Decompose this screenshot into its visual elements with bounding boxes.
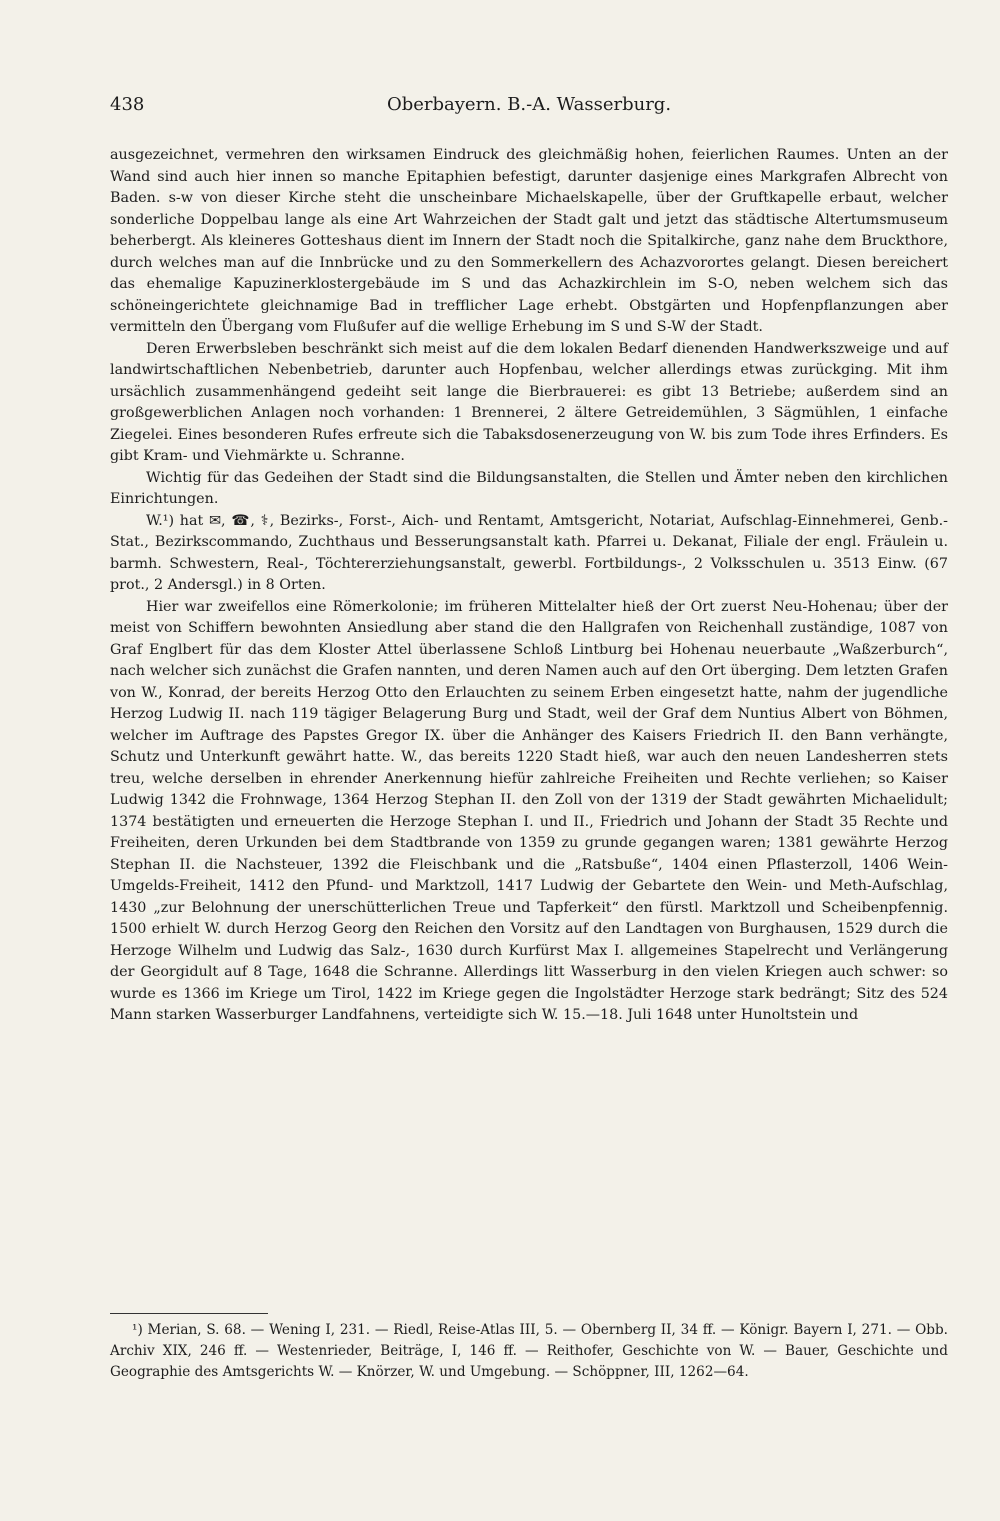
page-header [110,94,948,124]
running-title: Oberbayern. B.-A. Wasserburg. [386,94,672,115]
paragraph: Wichtig für das Gedeihen der Stadt sind die Bildungsanstalten, die Stellen und Ämter neben den kirchlichen Einrichtungen. [110,469,948,507]
footnotes [110,1320,948,1383]
paragraph: Hier war zweifellos eine Römerkolonie; im früheren Mittelalter hieß der Ort zuerst Neu-Hohenau; über der meist von Schiffern bewohnten Ansiedlung aber stand die den Hallgrafen von Reichenhall zuständige, 1087 von Graf Englbert für das dem Kloster Attel überlassene Schloß Lintburg bei Hohenau neuerbaute „Waßzerburch“, nach welcher sich zunächst die Grafen nannten, und deren Namen auch auf den Ort überging. Dem letzten Grafen von W., Konrad, der bereits Herzog Otto den Erlauchten zu seinem Erben eingesetzt hatte, nahm der jugendliche Herzog Ludwig II. nach 119 tägiger Belagerung Burg und Stadt, weil der Graf dem Nuntius Albert von Böhmen, welcher im Auftrage des Papstes Gregor IX. über die Anhänger des Kaisers Friedrich II. den Bann verhängte, Schutz und Unterkunft gewährt hatte. W., das bereits 1220 Stadt hieß, war auch den neuen Landesherren stets treu, welche derselben in ehrender Anerkennung hiefür zahlreiche Freiheiten und Rechte verliehen; so Kaiser Ludwig 1342 die Frohnwage, 1364 Herzog Stephan II. den Zoll von der 1319 der Stadt gewährten Michaelidult; 1374 bestätigten und erneuerten die Herzoge Stephan I. und II., Friedrich und Johann der Stadt 35 Rechte und Freiheiten, deren Urkunden bei dem Stadtbrande von 1359 zu grunde gegangen waren; 1381 gewährte Herzog Stephan II. die Nachsteuer, 1392 die Fleischbank und die „Ratsbuße“, 1404 einen Pflasterzoll, 1406 Wein-Umgelds-Freiheit, 1412 den Pfund- und Marktzoll, 1417 Ludwig der Gebartete den Wein- und Meth-Aufschlag, 1430 „zur Belohnung der unerschütterlichen Treue und Tapferkeit“ den fürstl. Marktzoll und Scheibenpfennig. 1500 erhielt W. durch Herzog Georg den Reichen den Vorsitz auf den Landtagen von Burghausen, 1529 durch die Herzoge Wilhelm und Ludwig das Salz-, 1630 durch Kurfürst Max I. allgemeines Stapelrecht und Verlängerung der Georgidult auf 8 Tage, 1648 die Schranne. Allerdings litt Wasserburg in den vielen Kriegen auch schwer: so wurde es 1366 im Kriege um Tirol, 1422 im Kriege gegen die Ingolstädter Herzoge stark bedrängt; Sitz des 524 Mann starken Wasserburger Landfahnens, verteidigte sich W. 15.—18. Juli 1648 unter Hunoltstein und [110,598,948,1023]
page-number: 438 [110,94,145,115]
body-text [110,145,948,1027]
paragraph: ausgezeichnet, vermehren den wirksamen Eindruck des gleichmäßig hohen, feierlichen Raumes. Unten an der Wand sind auch hier innen so manche Epitaphien befestigt, darunter dasjenige eines Markgrafen Albrecht von Baden. s-w von dieser Kirche steht die unscheinbare Michaelskapelle, über der Gruftkapelle erbaut, welcher sonderliche Doppelbau lange als eine Art Wahrzeichen der Stadt galt und jetzt das städtische Altertumsmuseum beherbergt. Als kleineres Gotteshaus dient im Innern der Stadt noch die Spitalkirche, ganz nahe dem Bruckthore, durch welches man auf die Innbrücke und zu den Sommerkellern des Achazvorortes gelangt. Diesen bereichert das ehemalige Kapuzinerklostergebäude im S und das Achazkirchlein im S-O, neben welchem sich das schöneingerichtete gleichnamige Bad in trefflicher Lage erhebt. Obstgärten und Hopfenpflanzungen aber vermitteln den Übergang vom Flußufer auf die wellige Erhebung im S und S-W der Stadt. [110,147,948,335]
paragraph: Deren Erwerbsleben beschränkt sich meist auf die dem lokalen Bedarf dienenden Handwerkszweige und auf landwirtschaftlichen Nebenbetrieb, darunter auch Hopfenbau, welcher allerdings etwas zurückging. Mit ihm ursächlich zusammenhängend gedeiht seit lange die Bierbrauerei: es gibt 13 Betriebe; außerdem sind an großgewerblichen Anlagen noch vorhanden: 1 Brennerei, 2 ältere Getreidemühlen, 3 Sägmühlen, 1 einfache Ziegelei. Eines besonderen Rufes erfreute sich die Tabaksdosenerzeugung von W. bis zum Tode ihres Erfinders. Es gibt Kram- und Viehmärkte u. Schranne. [110,340,948,464]
footnote-divider [110,1313,268,1314]
footnote: ¹) Merian, S. 68. — Wening I, 231. — Riedl, Reise-Atlas III, 5. — Obernberg II, 34 ff. — Königr. Bayern I, 271. — Obb. Archiv XIX, 246 ff. — Westenrieder, Beiträge, I, 146 ff. — Reithofer, Geschichte von W. — Bauer, Geschichte und Geographie des Amtsgerichts W. — Knörzer, W. und Umgebung. — Schöppner, III, 1262—64. [110,1322,948,1380]
paragraph: W.¹) hat ✉, ☎, ⚕, Bezirks-, Forst-, Aich- und Rentamt, Amtsgericht, Notariat, Aufschlag-Einnehmerei, Genb.-Stat., Bezirkscommando, Zuchthaus und Besserungsanstalt kath. Pfarrei u. Dekanat, Filiale der engl. Fräulein u. barmh. Schwestern, Real-, Töchtererziehungsanstalt, gewerbl. Fortbildungs-, 2 Volksschulen u. 3513 Einw. (67 prot., 2 Andersgl.) in 8 Orten. [110,512,948,593]
